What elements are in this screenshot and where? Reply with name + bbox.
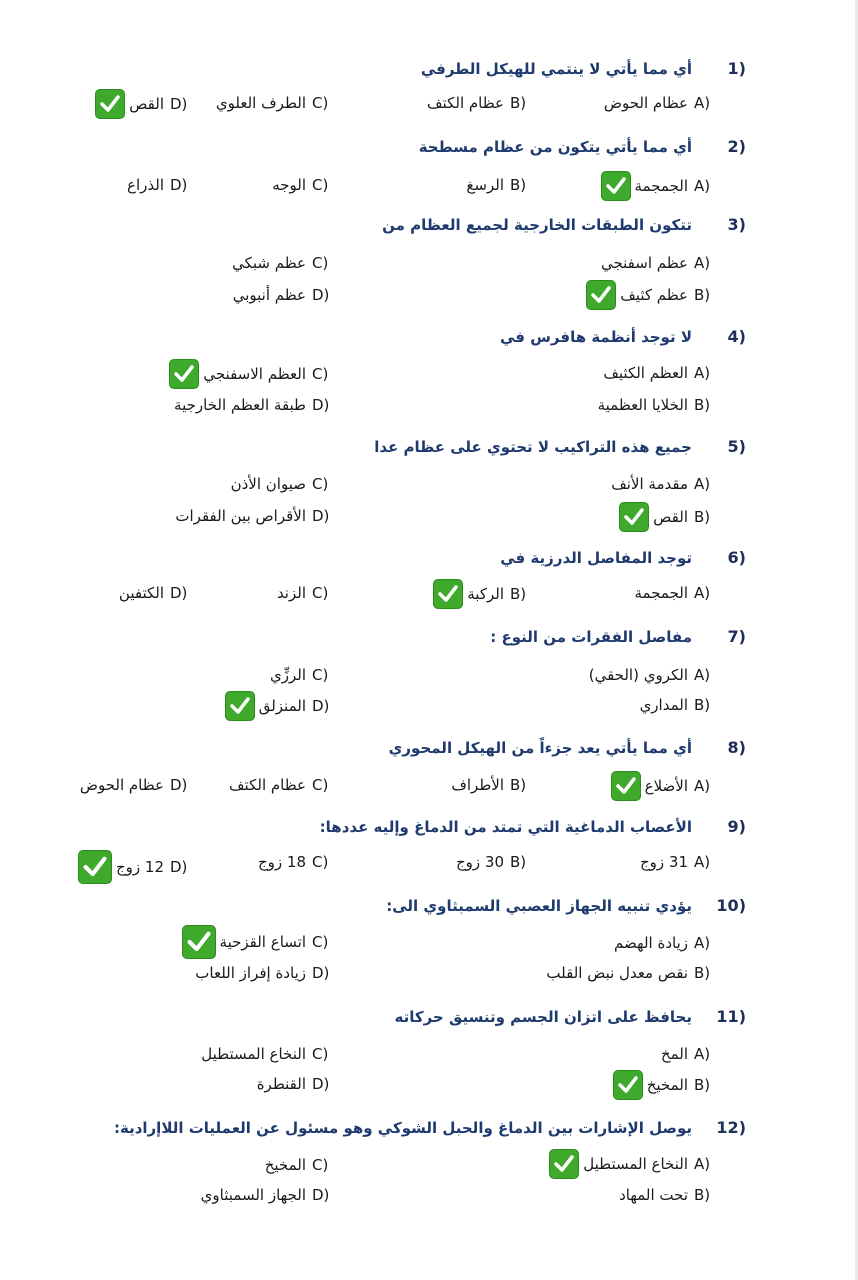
option-c[interactable]: النخاع المستطيل C) bbox=[201, 1045, 329, 1063]
check-icon bbox=[182, 925, 216, 959]
question-text: الأعصاب الدماغية التي تمتد من الدماغ وإليه عددها: bbox=[319, 818, 692, 836]
option-c[interactable]: 18 زوج C) bbox=[257, 853, 329, 871]
check-icon bbox=[549, 1149, 579, 1179]
option-a[interactable]: عظم اسفنجي A) bbox=[600, 254, 711, 272]
option-d[interactable]: زيادة إفراز اللعاب D) bbox=[195, 964, 330, 982]
option-d[interactable]: عظام الحوض D) bbox=[79, 776, 188, 794]
option-b[interactable]: المداري B) bbox=[639, 696, 711, 714]
option-c[interactable]: الطرف العلوي C) bbox=[215, 94, 329, 112]
option-a[interactable]: 31 زوج A) bbox=[639, 853, 711, 871]
option-b[interactable]: المخيخ B) bbox=[609, 1070, 720, 1100]
check-icon bbox=[611, 771, 641, 801]
option-b[interactable]: عظام الكتف B) bbox=[427, 94, 527, 112]
check-icon bbox=[613, 1070, 643, 1100]
option-b[interactable]: الأطراف B) bbox=[451, 776, 527, 794]
option-c[interactable]: العظم الاسفنجي C) bbox=[165, 359, 338, 389]
question-text: جميع هذه التراكيب لا تحتوي على عظام عدا bbox=[374, 438, 692, 456]
question-text: تتكون الطبقات الخارجية لجميع العظام من bbox=[382, 216, 692, 234]
option-d[interactable]: الذراع D) bbox=[127, 176, 188, 194]
question-number: 10) bbox=[716, 896, 746, 915]
option-b[interactable]: تحت المهاد B) bbox=[619, 1186, 711, 1204]
option-b[interactable]: نقص معدل نبض القلب B) bbox=[546, 964, 711, 982]
check-icon bbox=[601, 171, 631, 201]
question-number: 6) bbox=[727, 548, 746, 567]
option-c[interactable]: عظم شبكي C) bbox=[232, 254, 329, 272]
question-text: أي مما يأتي يتكون من عظام مسطحة bbox=[418, 138, 692, 156]
option-a[interactable]: الجمجمة A) bbox=[597, 171, 721, 201]
check-icon bbox=[95, 89, 125, 119]
option-d[interactable]: الجهاز السمبثاوي D) bbox=[200, 1186, 330, 1204]
option-b[interactable]: الخلايا العظمية B) bbox=[597, 396, 711, 414]
option-b[interactable]: عظم كثيف B) bbox=[582, 280, 720, 310]
option-d[interactable]: المنزلق D) bbox=[221, 691, 338, 721]
option-a[interactable]: الجمجمة A) bbox=[634, 584, 711, 602]
option-b[interactable]: 30 زوج B) bbox=[455, 853, 527, 871]
option-c[interactable]: عظام الكتف C) bbox=[229, 776, 329, 794]
option-b[interactable]: الرسغ B) bbox=[466, 176, 527, 194]
option-d[interactable]: القص D) bbox=[91, 89, 196, 119]
option-a[interactable]: الأضلاع A) bbox=[607, 771, 720, 801]
question-text: يحافظ على اتزان الجسم وتنسيق حركاته bbox=[394, 1008, 692, 1026]
option-a[interactable]: عظام الحوض A) bbox=[603, 94, 711, 112]
question-text: أي مما يأتي لا ينتمي للهيكل الطرفي bbox=[420, 60, 692, 78]
option-b[interactable]: القص B) bbox=[615, 502, 720, 532]
option-a[interactable]: المخ A) bbox=[660, 1045, 711, 1063]
question-number: 5) bbox=[727, 437, 746, 456]
question-text: توجد المفاصل الدرزية في bbox=[500, 549, 692, 567]
option-c[interactable]: الزند C) bbox=[276, 584, 329, 602]
option-a[interactable]: مقدمة الأنف A) bbox=[611, 475, 711, 493]
option-c[interactable]: الوجه C) bbox=[272, 176, 329, 194]
option-d[interactable]: طبقة العظم الخارجية D) bbox=[174, 396, 330, 414]
option-a[interactable]: زيادة الهضم A) bbox=[614, 934, 711, 952]
check-icon bbox=[433, 579, 463, 609]
question-number: 7) bbox=[727, 627, 746, 646]
option-a[interactable]: الكروي (الحقي) A) bbox=[588, 666, 711, 684]
check-icon bbox=[169, 359, 199, 389]
check-icon bbox=[586, 280, 616, 310]
question-text: يوصل الإشارات بين الدماغ والحبل الشوكي وهو مسئول عن العمليات اللاإرادية: bbox=[113, 1119, 692, 1137]
option-a[interactable]: النخاع المستطيل A) bbox=[545, 1149, 720, 1179]
question-number: 11) bbox=[716, 1007, 746, 1026]
option-d[interactable]: 12 زوج D) bbox=[74, 850, 196, 884]
option-c[interactable]: صيوان الأذن C) bbox=[230, 475, 329, 493]
question-text: لا توجد أنظمة هافرس في bbox=[500, 328, 692, 346]
option-b[interactable]: الركبة B) bbox=[429, 579, 536, 609]
question-number: 3) bbox=[727, 215, 746, 234]
option-a[interactable]: العظم الكثيف A) bbox=[603, 364, 711, 382]
option-d[interactable]: القنطرة D) bbox=[256, 1075, 330, 1093]
check-icon bbox=[78, 850, 112, 884]
option-d[interactable]: الأقراص بين الفقرات D) bbox=[175, 507, 330, 525]
option-d[interactable]: عظم أنبوبي D) bbox=[232, 286, 330, 304]
check-icon bbox=[619, 502, 649, 532]
question-number: 1) bbox=[727, 59, 746, 78]
option-d[interactable]: الكتفين D) bbox=[118, 584, 188, 602]
option-c[interactable]: المخيخ C) bbox=[264, 1156, 329, 1174]
question-number: 4) bbox=[727, 327, 746, 346]
question-number: 9) bbox=[727, 817, 746, 836]
question-text: أي مما يأتي يعد جزءاً من الهيكل المحوري bbox=[388, 739, 692, 757]
option-c[interactable]: اتساع القزحية C) bbox=[178, 925, 338, 959]
question-number: 2) bbox=[727, 137, 746, 156]
question-number: 8) bbox=[727, 738, 746, 757]
question-text: مفاصل الفقرات من النوع : bbox=[490, 628, 692, 646]
question-text: يؤدي تنبيه الجهاز العصبي السمبثاوي الى: bbox=[386, 897, 692, 915]
option-c[interactable]: الرزِّي C) bbox=[270, 666, 329, 684]
question-number: 12) bbox=[716, 1118, 746, 1137]
check-icon bbox=[225, 691, 255, 721]
